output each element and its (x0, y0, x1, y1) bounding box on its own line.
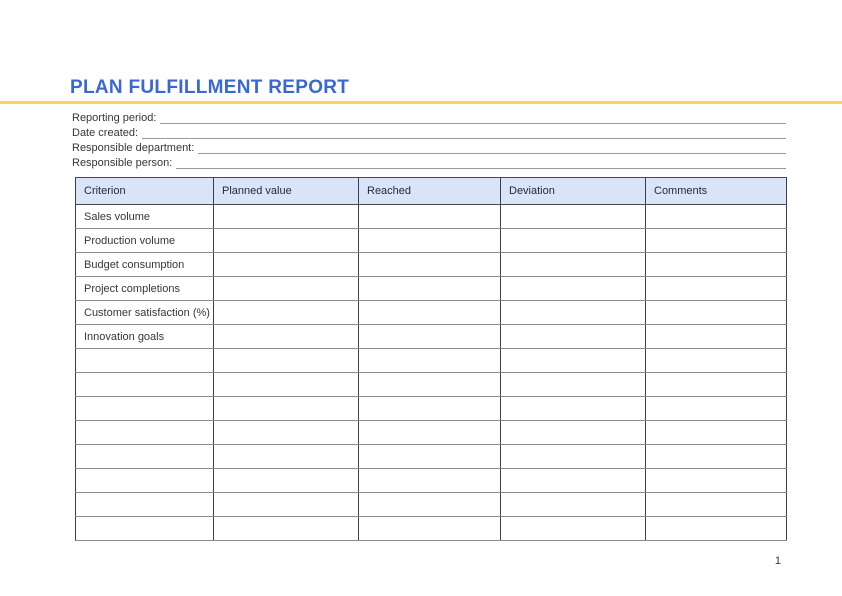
column-header-reached: Reached (359, 178, 501, 205)
cell-planned-value (214, 493, 359, 517)
cell-criterion (76, 397, 214, 421)
cell-planned-value (214, 349, 359, 373)
table-body (76, 205, 787, 541)
column-header-comments: Comments (646, 178, 787, 205)
table-row (76, 493, 787, 517)
cell-comments (646, 421, 787, 445)
table-row (76, 397, 787, 421)
cell-comments (646, 493, 787, 517)
cell-criterion (76, 349, 214, 373)
page-number: 1 (774, 555, 781, 567)
cell-criterion (76, 517, 214, 541)
cell-reached (359, 229, 501, 253)
cell-planned-value (214, 253, 359, 277)
cell-planned-value (214, 397, 359, 421)
column-header-planned-value: Planned value (214, 178, 359, 205)
cell-planned-value (214, 301, 359, 325)
cell-deviation (501, 517, 646, 541)
fill-line (142, 126, 786, 139)
accent-divider (0, 101, 842, 104)
cell-comments (646, 373, 787, 397)
table-row (76, 229, 787, 253)
cell-planned-value (214, 373, 359, 397)
cell-reached (359, 325, 501, 349)
form-field-responsible-person (72, 156, 786, 171)
fill-line (160, 111, 786, 124)
cell-reached (359, 373, 501, 397)
column-header-deviation: Deviation (501, 178, 646, 205)
field-label: Responsible person: (72, 157, 173, 169)
cell-criterion: Customer satisfaction (%) (76, 301, 214, 325)
form-field-responsible-department (72, 141, 786, 156)
page-title: PLAN FULFILLMENT REPORT (70, 77, 350, 98)
table-row (76, 445, 787, 469)
cell-comments (646, 229, 787, 253)
cell-reached (359, 493, 501, 517)
table-header-row (76, 178, 787, 205)
cell-reached (359, 421, 501, 445)
cell-reached (359, 277, 501, 301)
cell-criterion (76, 373, 214, 397)
form-field-reporting-period (72, 111, 786, 126)
table-head (76, 178, 787, 205)
cell-planned-value (214, 325, 359, 349)
cell-comments (646, 205, 787, 229)
fill-line (176, 156, 786, 169)
cell-comments (646, 277, 787, 301)
table-row (76, 421, 787, 445)
cell-deviation (501, 253, 646, 277)
cell-reached (359, 517, 501, 541)
form-fields (72, 111, 786, 171)
cell-criterion: Project completions (76, 277, 214, 301)
cell-deviation (501, 325, 646, 349)
cell-reached (359, 397, 501, 421)
table-row (76, 349, 787, 373)
cell-criterion (76, 445, 214, 469)
cell-deviation (501, 229, 646, 253)
cell-planned-value (214, 229, 359, 253)
cell-planned-value (214, 205, 359, 229)
cell-comments (646, 517, 787, 541)
cell-comments (646, 349, 787, 373)
cell-comments (646, 397, 787, 421)
table-row (76, 517, 787, 541)
fill-line (198, 141, 786, 154)
cell-deviation (501, 493, 646, 517)
report-table (75, 177, 787, 541)
cell-reached (359, 469, 501, 493)
cell-comments (646, 301, 787, 325)
cell-deviation (501, 205, 646, 229)
table-row (76, 373, 787, 397)
table-row (76, 205, 787, 229)
form-field-date-created (72, 126, 786, 141)
cell-comments (646, 253, 787, 277)
cell-deviation (501, 277, 646, 301)
cell-deviation (501, 397, 646, 421)
cell-reached (359, 445, 501, 469)
cell-criterion (76, 469, 214, 493)
table-row (76, 325, 787, 349)
table-row (76, 277, 787, 301)
cell-comments (646, 445, 787, 469)
cell-planned-value (214, 421, 359, 445)
cell-criterion (76, 421, 214, 445)
field-label: Responsible department: (72, 142, 195, 154)
cell-criterion: Budget consumption (76, 253, 214, 277)
field-label: Reporting period: (72, 112, 157, 124)
cell-deviation (501, 373, 646, 397)
cell-planned-value (214, 445, 359, 469)
cell-deviation (501, 469, 646, 493)
table-row (76, 253, 787, 277)
cell-reached (359, 301, 501, 325)
cell-reached (359, 205, 501, 229)
cell-deviation (501, 301, 646, 325)
column-header-criterion: Criterion (76, 178, 214, 205)
cell-comments (646, 469, 787, 493)
cell-deviation (501, 421, 646, 445)
cell-criterion: Innovation goals (76, 325, 214, 349)
cell-planned-value (214, 517, 359, 541)
cell-deviation (501, 349, 646, 373)
cell-criterion: Production volume (76, 229, 214, 253)
cell-reached (359, 253, 501, 277)
cell-comments (646, 325, 787, 349)
cell-deviation (501, 445, 646, 469)
table-row (76, 301, 787, 325)
cell-planned-value (214, 277, 359, 301)
cell-reached (359, 349, 501, 373)
field-label: Date created: (72, 127, 139, 139)
cell-criterion: Sales volume (76, 205, 214, 229)
cell-criterion (76, 493, 214, 517)
cell-planned-value (214, 469, 359, 493)
table-row (76, 469, 787, 493)
